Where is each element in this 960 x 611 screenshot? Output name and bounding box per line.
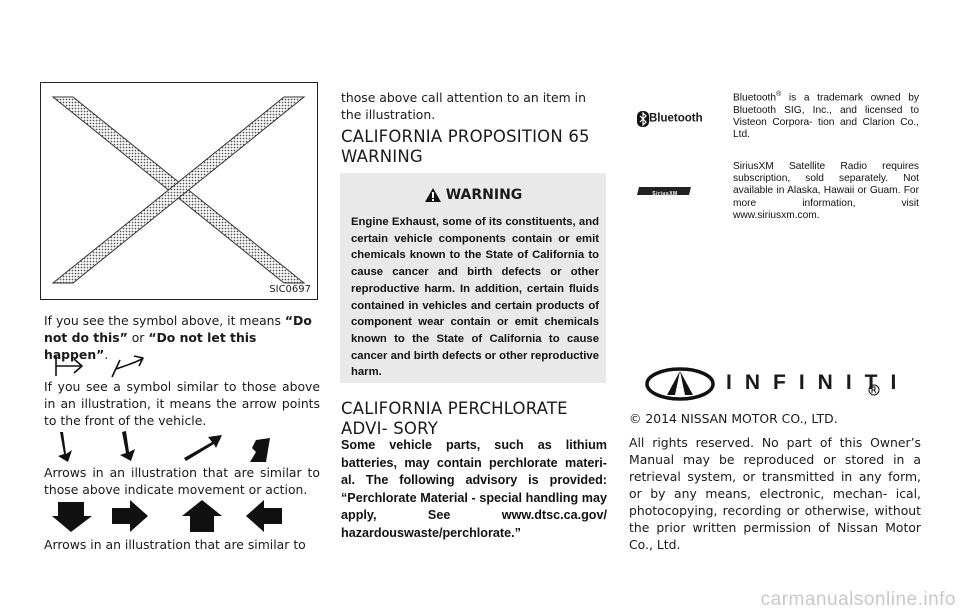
- figure-label: SIC0697: [269, 284, 311, 295]
- do-not-let-happen-text: “Do not let this happen”: [44, 330, 257, 362]
- bluetooth-logo: [637, 108, 703, 127]
- para-text: If you see the symbol above, it means: [44, 313, 285, 328]
- copyright-line: © 2014 NISSAN MOTOR CO., LTD.: [629, 411, 838, 426]
- registered-mark: ®: [776, 91, 782, 98]
- watermark: carmanualsonline.info: [760, 589, 956, 610]
- prohibition-symbol-figure: [40, 82, 318, 300]
- prop65-heading: CALIFORNIA PROPOSITION 65 WARNING: [341, 127, 590, 166]
- attention-arrows-icon: [50, 498, 290, 534]
- movement-arrow-2-icon: [120, 431, 135, 461]
- infiniti-emblem-icon: [645, 367, 715, 401]
- siriusxm-logo: [637, 184, 693, 197]
- front-arrow-straight-icon: [56, 356, 82, 376]
- movement-arrow-paragraph: Arrows in an illustration that are similar to those above indicate movement or action.: [44, 465, 320, 497]
- siriusxm-notice: SiriusXM Satellite Radio requires subscription, sold separately. Not available in Alaska, Hawaii or Guam. For more information, visit www.siriusxm.com.: [733, 161, 919, 221]
- front-arrow-paragraph: If you see a symbol similar to those above in an illustration, it means the arrow points to the front of the vehicle.: [44, 379, 320, 428]
- siriusxm-logo-text: SiriusXM: [652, 191, 678, 197]
- prohibition-x-icon: [41, 83, 316, 298]
- attention-continued-paragraph: those above call attention to an item in the illustration.: [341, 90, 586, 122]
- warning-triangle-icon: [424, 187, 442, 203]
- bluetooth-notice: [733, 89, 919, 141]
- bluetooth-logo-text: Bluetooth: [649, 112, 703, 125]
- bluetooth-notice-text: is a trademark owned by Bluetooth SIG, Inc., and licensed to Visteon Corpora- tion and Clarion Co., Ltd.: [733, 92, 919, 140]
- up-arrow-icon: [182, 500, 222, 532]
- movement-arrow-1-icon: [58, 432, 72, 462]
- warning-header: [340, 187, 606, 203]
- infiniti-wordmark: INFINITI: [726, 371, 910, 394]
- bluetooth-rune-icon: [637, 111, 649, 127]
- down-arrow-icon: [52, 502, 92, 532]
- bluetooth-notice-name: Bluetooth: [733, 92, 777, 104]
- perchlorate-text: Some vehicle parts, such as lithium batteries, may contain perchlorate materi- al. The following advisory is provided: “Perchlorate Material - special handling may apply, See www.dtsc.ca.gov/ hazardouswaste/perchlorate.”: [341, 438, 607, 540]
- movement-arrows-icon: [52, 428, 282, 468]
- warning-text: Engine Exhaust, some of its constituents, and certain vehicle components contain or emit chemicals known to the State of California to cause cancer and birth defects or other reproductive harm. In addition, certain fluids contained in vehicles and certain products of component wear contain or emit chemicals known to the State of California to cause cancer and birth defects or other reproductive harm.: [351, 216, 599, 379]
- rights-paragraph: All rights reserved. No part of this Owner’s Manual may be reproduced or stored in a retrieval system, or transmitted in any form, or by any means, electronic, mechan- ical, photocopying, recording or otherwise, without the prior written permission of Nissan Motor Co., Ltd.: [629, 435, 921, 552]
- left-arrow-icon: [246, 500, 282, 532]
- do-not-do-this-text: “Do not do this”: [44, 313, 312, 345]
- perchlorate-heading: CALIFORNIA PERCHLORATE ADVI- SORY: [341, 399, 568, 438]
- attention-arrow-paragraph: Arrows in an illustration that are similar to: [44, 537, 306, 552]
- movement-arrow-4-icon: [250, 438, 270, 462]
- warning-box: [340, 173, 606, 383]
- warning-title: WARNING: [445, 187, 523, 203]
- para-text: .: [104, 347, 109, 362]
- para-text: or: [127, 330, 149, 345]
- front-arrow-angled-icon: [112, 356, 143, 377]
- movement-arrow-3-icon: [184, 435, 222, 461]
- registered-circle-icon: [868, 384, 880, 396]
- right-arrow-icon: [112, 500, 148, 532]
